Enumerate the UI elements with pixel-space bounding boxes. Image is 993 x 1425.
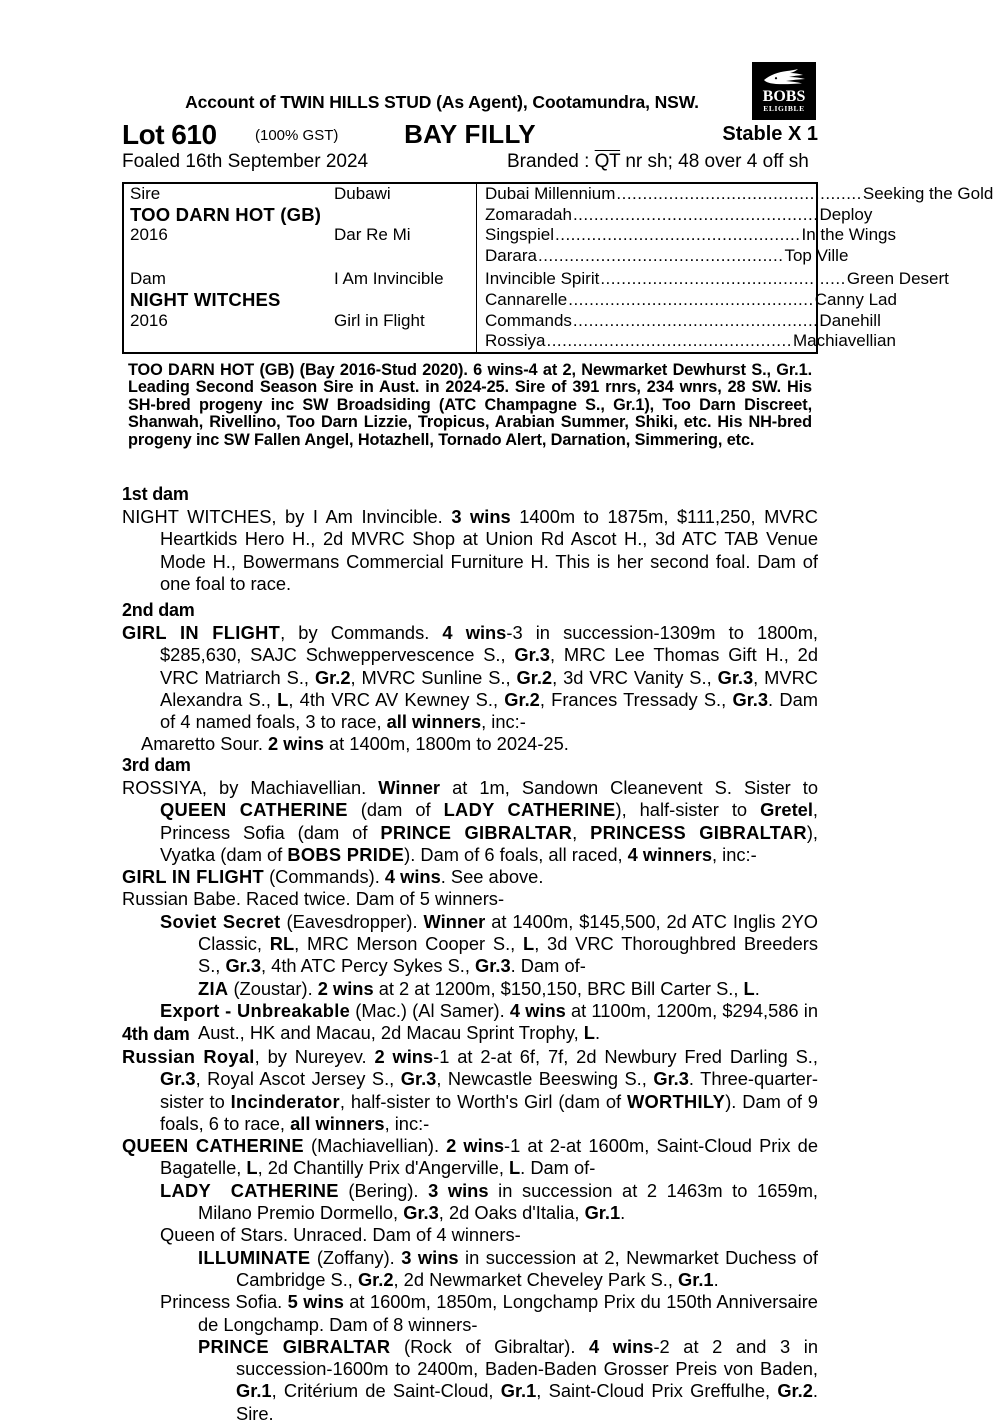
table-row <box>124 184 833 205</box>
gst-note: (100% GST) <box>255 127 339 144</box>
branding-details <box>507 151 809 173</box>
second-dam-text: GIRL IN FLIGHT, by Commands. 4 wins-3 in succession-1309m to 1800m, $285,630, SAJC Schweppervescence S., Gr.3, MRC Lee Thomas Gift H., 2d VRC Matriarch S., Gr.2, MVRC Sunline S., Gr.2, 3d VRC Vanity S., Gr.3, MVRC Alexandra S., L, 4th VRC AV Kewney S., Gr.2, Frances Tressady S., Gr.3. Dam of 4 named foals, 3 to race, all winners, inc:- <box>122 622 819 733</box>
leader-dots: ............................................... <box>568 289 814 309</box>
grandparent-cell <box>477 289 897 311</box>
third-dam-progeny-list <box>122 866 818 1044</box>
table-row <box>124 311 833 332</box>
progeny-entry: Soviet Secret (Eavesdropper). Winner at 1400m, $145,500, 2d ATC Inglis 2YO Classic, RL, MRC Merson Cooper S., L, 3d VRC Thoroughbred Breeders S., Gr.3, 4th ATC Percy Sykes S., Gr.3. Dam of- <box>160 910 818 977</box>
dam-sire: I Am Invincible <box>334 269 444 289</box>
gp-name: Zomaradah <box>485 204 572 224</box>
grandparent-cell <box>477 245 849 267</box>
gp-name: Darara <box>485 245 537 265</box>
grandparent-cell <box>477 204 873 226</box>
progeny-entry: ILLUMINATE (Zoffany). 3 wins in succession at 2, Newmarket Duchess of Cambridge S., Gr.2, 2d Newmarket Cheveley Park S., Gr.1. <box>198 1246 818 1290</box>
lot-number: Lot 610 <box>122 119 217 150</box>
leader-dots: ............................................... <box>572 204 819 224</box>
table-row <box>124 331 833 352</box>
first-dam-section <box>122 484 818 595</box>
sire-label: Sire <box>130 184 161 203</box>
leader-dots: ............................................... <box>572 310 819 330</box>
bobs-eligible-text: ELIGIBLE <box>763 104 805 113</box>
progeny-entry: LADY CATHERINE (Bering). 3 wins in succession at 2 1463m to 1659m, Milano Premio Dormello, Gr.3, 2d Oaks d'Italia, Gr.1. <box>160 1179 818 1224</box>
fourth-dam-progeny-list <box>122 1135 818 1425</box>
second-dam-progeny: Amaretto Sour. 2 wins at 1400m, 1800m to 2024-25. <box>141 733 569 755</box>
gp-name: Commands <box>485 310 572 330</box>
second-dam-section <box>122 600 818 756</box>
brand-symbol: $\overline{QT}$ <box>594 151 621 172</box>
progeny-entry: PRINCE GIBRALTAR (Rock of Gibraltar). 4 wins-2 at 2 and 3 in succession-1600m to 2400m, Baden-Baden Grosser Preis von Baden, Gr.1, Critérium de Saint-Cloud, Gr.1, Saint-Cloud Prix Greffulhe, Gr.2. Sire. <box>198 1335 818 1424</box>
leader-dots: ............................................... <box>600 269 846 289</box>
lot-header-row <box>122 119 818 151</box>
gp-parent: Danehill <box>819 310 881 330</box>
progeny-entry: Princess Sofia. 5 wins at 1600m, 1850m, Longchamp Prix du 150th Anniversaire de Longchamp. Dam of 8 winners- <box>160 1291 818 1335</box>
dam-dam: Girl in Flight <box>334 310 425 330</box>
gp-name: Rossiya <box>485 331 546 351</box>
grandparent-cell <box>477 331 896 352</box>
gp-name: Cannarelle <box>485 289 568 309</box>
fourth-dam-text: Russian Royal, by Nureyev. 2 wins-1 at 2-at 6f, 7f, 2d Newbury Fred Darling S., Gr.3, Royal Ascot Jersey S., Gr.3, Newcastle Beeswing S., Gr.3. Three-quarter-sister to Incinderator, half-sister to Worth's Girl (dam of WORTHILY). Dam of 9 foals, 6 to race, all winners, inc:- <box>122 1046 819 1134</box>
gp-name: Dubai Millennium <box>485 184 616 203</box>
table-row <box>124 269 833 290</box>
progeny-entry: Export - Unbreakable (Mac.) (Al Samer). 4 wins at 1100m, 1200m, $294,586 in Aust., HK and Macau, 2d Macau Sprint Trophy, L. <box>160 999 818 1044</box>
grandparent-cell <box>477 184 993 205</box>
spacer-cell <box>328 246 477 267</box>
dam-name: NIGHT WITCHES <box>130 288 281 310</box>
gp-parent: In the Wings <box>801 225 896 245</box>
pedigree-table <box>122 182 993 354</box>
dam-label: Dam <box>130 269 166 289</box>
progeny-entry: QUEEN CATHERINE (Machiavellian). 2 wins-1 at 2-at 1600m, Saint-Cloud Prix de Bagatelle, L, 2d Chantilly Prix d'Angerville, L. Dam of- <box>122 1135 818 1179</box>
gp-parent: Machiavellian <box>792 331 896 351</box>
third-dam-section <box>122 755 818 1045</box>
table-row <box>124 205 833 226</box>
branded-label: Branded : <box>507 151 595 172</box>
leader-dots: ............................................... <box>546 331 792 351</box>
leader-dots: ............................................... <box>616 184 862 203</box>
third-dam-text: ROSSIYA, by Machiavellian. Winner at 1m, Sandown Cleanevent S. Sister to QUEEN CATHERINE (dam of LADY CATHERINE), half-sister to Gretel, Princess Sofia (dam of PRINCE GIBRALTAR, PRINCESS GIBRALTAR), Vyatka (dam of BOBS PRIDE). Dam of 6 foals, all raced, 4 winners, inc:- <box>122 777 819 865</box>
progeny-entry: Queen of Stars. Unraced. Dam of 4 winners- <box>160 1224 521 1246</box>
progeny-entry: GIRL IN FLIGHT (Commands). 4 wins. See above. <box>122 866 544 888</box>
gp-parent: Canny Lad <box>814 289 897 309</box>
first-dam-heading: 1st dam <box>122 484 189 504</box>
gp-parent: Seeking the Gold <box>862 184 993 203</box>
sire-summary: TOO DARN HOT (GB) (Bay 2016-Stud 2020). 6 wins-4 at 2, Newmarket Dewhurst S., Gr.1. Leading Second Season Sire in Aust. in 2024-25. Sire of 391 rnrs, 234 wnrs, 28 SW. His SH-bred progeny inc SW Broadsiding (ATC Champagne S., Gr.1), Too Darn Discreet, Shanwah, Rivellino, Too Darn Lizzie, Tropicus, Arabian Summer, Shiki, etc. His NH-bred progeny inc SW Fallen Angel, Hotazhell, Tornado Alert, Darnation, Simmering, etc. <box>128 361 812 449</box>
fourth-dam-section <box>122 1024 818 1425</box>
sire-name: TOO DARN HOT (GB) <box>130 203 322 225</box>
table-row <box>124 290 833 311</box>
gp-parent: Deploy <box>819 204 873 224</box>
third-dam-heading: 3rd dam <box>122 755 191 775</box>
progeny-entry: ZIA (Zoustar). 2 wins at 2 at 1200m, $150,150, BRC Bill Carter S., L. <box>198 977 760 999</box>
spacer-cell <box>124 246 328 267</box>
table-row <box>124 246 833 267</box>
sire-sire: Dubawi <box>334 184 391 203</box>
sire-year: 2016 <box>130 225 168 245</box>
gp-name: Invincible Spirit <box>485 269 600 289</box>
leader-dots: ............................................... <box>537 245 784 265</box>
spacer-cell <box>328 205 477 226</box>
leader-dots: ............................................... <box>555 225 801 245</box>
spacer-cell <box>124 331 328 352</box>
grandparent-cell <box>477 269 949 290</box>
grandparent-cell <box>477 310 881 332</box>
fourth-dam-heading: 4th dam <box>122 1024 190 1044</box>
gp-name: Singspiel <box>485 225 554 245</box>
gp-parent: Top Ville <box>784 245 849 265</box>
horse-head-icon <box>758 67 810 89</box>
sire-dam: Dar Re Mi <box>334 225 411 245</box>
stable-number: Stable X 1 <box>722 123 818 145</box>
progeny-entry: Russian Babe. Raced twice. Dam of 5 winners- <box>122 888 505 910</box>
dam-year: 2016 <box>130 310 168 330</box>
foaled-branded-row <box>122 151 818 177</box>
account-line: Account of TWIN HILLS STUD (As Agent), Cootamundra, NSW. <box>185 92 699 112</box>
foaled-date: Foaled 16th September 2024 <box>122 151 369 172</box>
second-dam-heading: 2nd dam <box>122 600 195 620</box>
bobs-logo-text: BOBS <box>762 88 806 105</box>
gp-parent: Green Desert <box>846 269 949 289</box>
spacer-cell <box>328 331 477 352</box>
grandparent-cell <box>477 225 896 246</box>
horse-description: BAY FILLY <box>404 119 536 149</box>
first-dam-text: NIGHT WITCHES, by I Am Invincible. 3 wins 1400m to 1875m, $111,250, MVRC Heartkids Hero H., 2d MVRC Shop at Union Rd Ascot H., 3d ATC TAB Venue Mode H., Bowermans Commercial Furniture H. This is her second foal. Dam of one foal to race. <box>122 506 818 594</box>
spacer-cell <box>328 290 477 311</box>
brand-position: nr sh; 48 over 4 off sh <box>620 151 809 172</box>
table-row <box>124 225 833 246</box>
